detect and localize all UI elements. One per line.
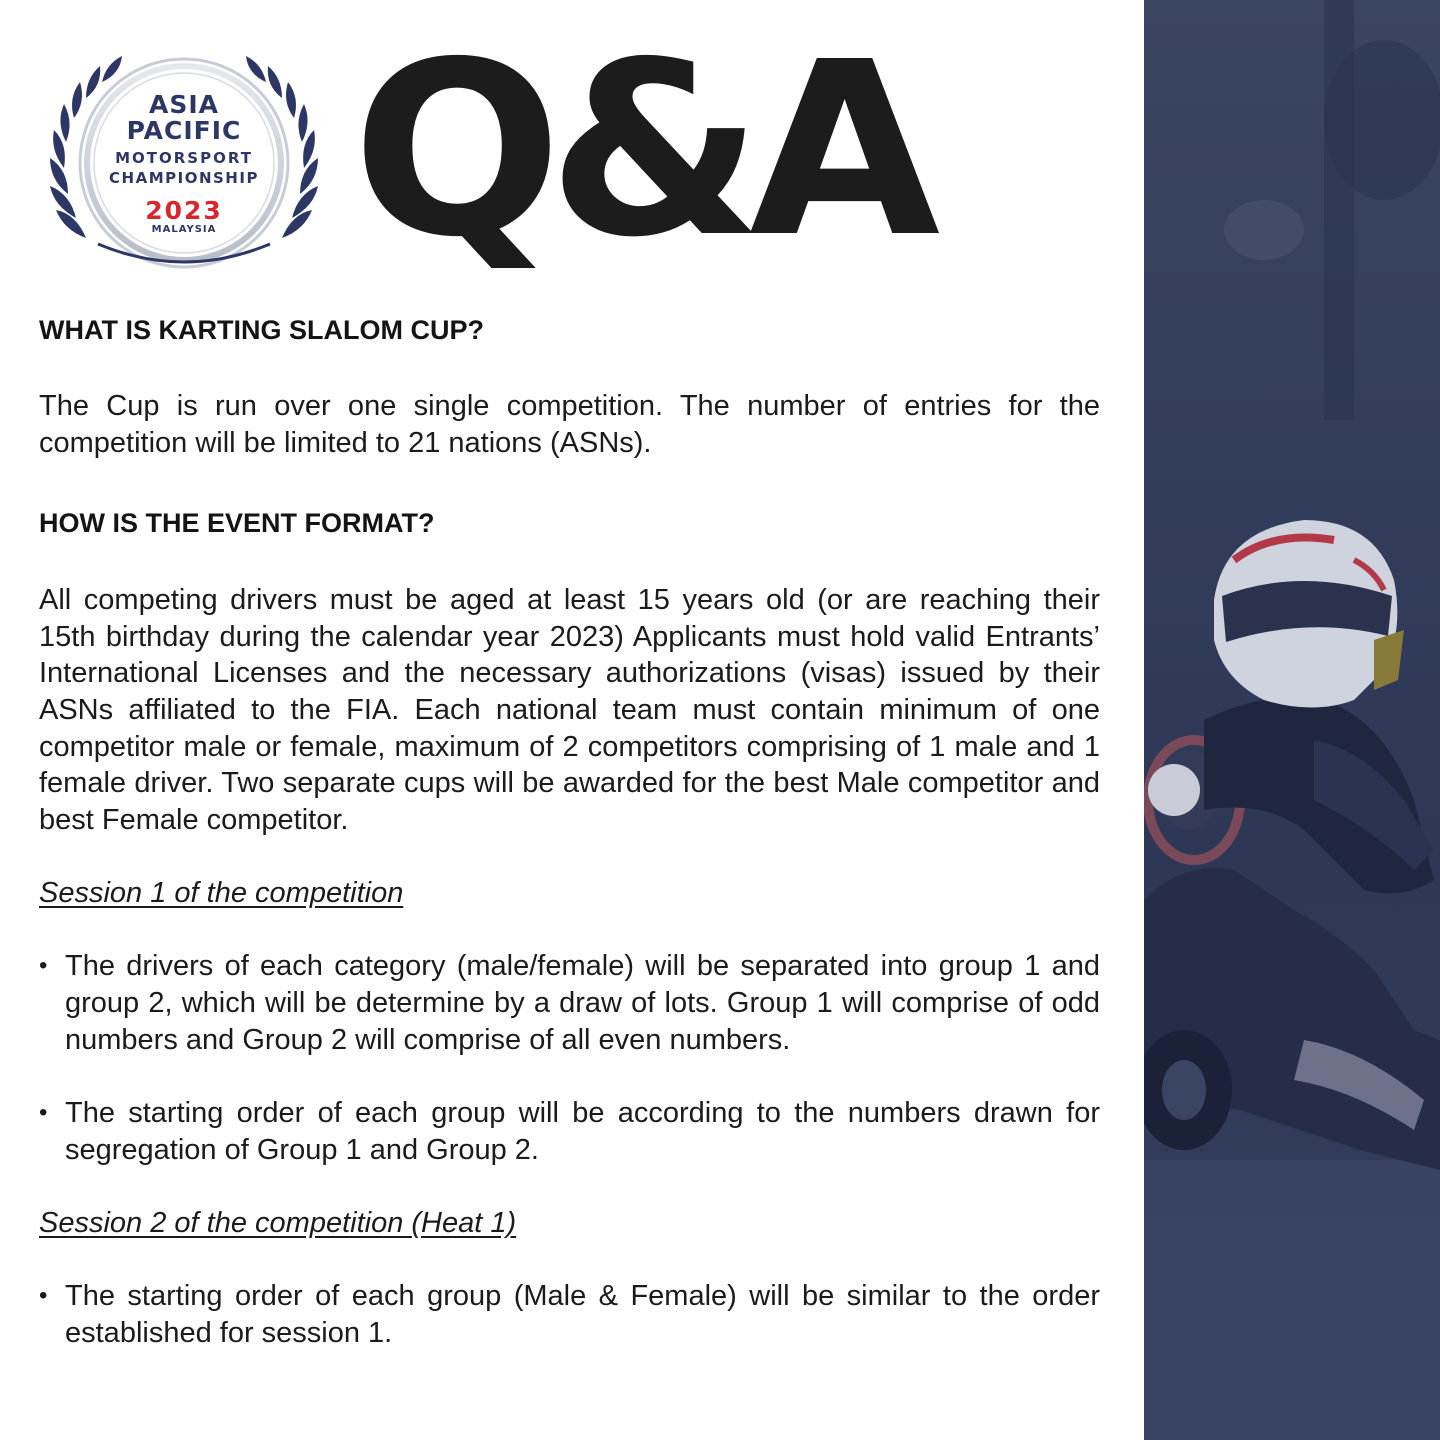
bullet-icon: •: [39, 1099, 48, 1127]
bullet-icon: •: [39, 952, 48, 980]
logo-line-asia: ASIA: [148, 90, 219, 119]
logo-line-pacific: PACIFIC: [126, 116, 242, 145]
logo-line-motorsport: MOTORSPORT: [115, 149, 253, 167]
list-item: • The starting order of each group (Male & Female) will be similar to the order established for session 1.: [39, 1280, 1100, 1349]
logo-country: MALAYSIA: [151, 224, 217, 235]
question-heading: WHAT IS KARTING SLALOM CUP?: [39, 315, 484, 345]
answer-paragraph: The Cup is run over one single competition. The number of entries for the competition will be limited to 21 nations (ASNs).: [39, 390, 1100, 459]
bullet-icon: •: [39, 1282, 48, 1310]
qa-content: [39, 308, 1100, 1352]
page-title: Q&A: [352, 10, 926, 290]
bullet-list: [39, 1278, 1100, 1351]
kart-driver-photo: [1144, 0, 1440, 1440]
championship-logo: [46, 48, 322, 270]
session-heading: Session 2 of the competition (Heat 1): [39, 1207, 517, 1240]
session-heading: Session 1 of the competition: [39, 877, 404, 910]
list-item: • The starting order of each group will be according to the numbers drawn for segregation of Group 1 and Group 2.: [39, 1097, 1100, 1166]
bullet-list: [39, 948, 1100, 1168]
question-heading: HOW IS THE EVENT FORMAT?: [39, 508, 435, 539]
answer-paragraph: All competing drivers must be aged at least 15 years old (or are reaching their 15th birthday during the calendar year 2023) Applicants must hold valid Entrants’ International Licenses and the necessary authorizations (visas) issued by their ASNs affiliated to the FIA. Each national team must contain minimum of one competitor male or female, maximum of 2 competitors comprising of 1 male and 1 female driver. Two separate cups will be awarded for the best Male competitor and best Female competitor.: [39, 584, 1100, 836]
logo-year: 2023: [145, 196, 223, 225]
logo-line-championship: CHAMPIONSHIP: [109, 169, 259, 187]
list-item: • The drivers of each category (male/female) will be separated into group 1 and group 2, which will be determine by a draw of lots. Group 1 will comprise of odd numbers and Group 2 will comprise of all even numbers.: [39, 950, 1100, 1056]
